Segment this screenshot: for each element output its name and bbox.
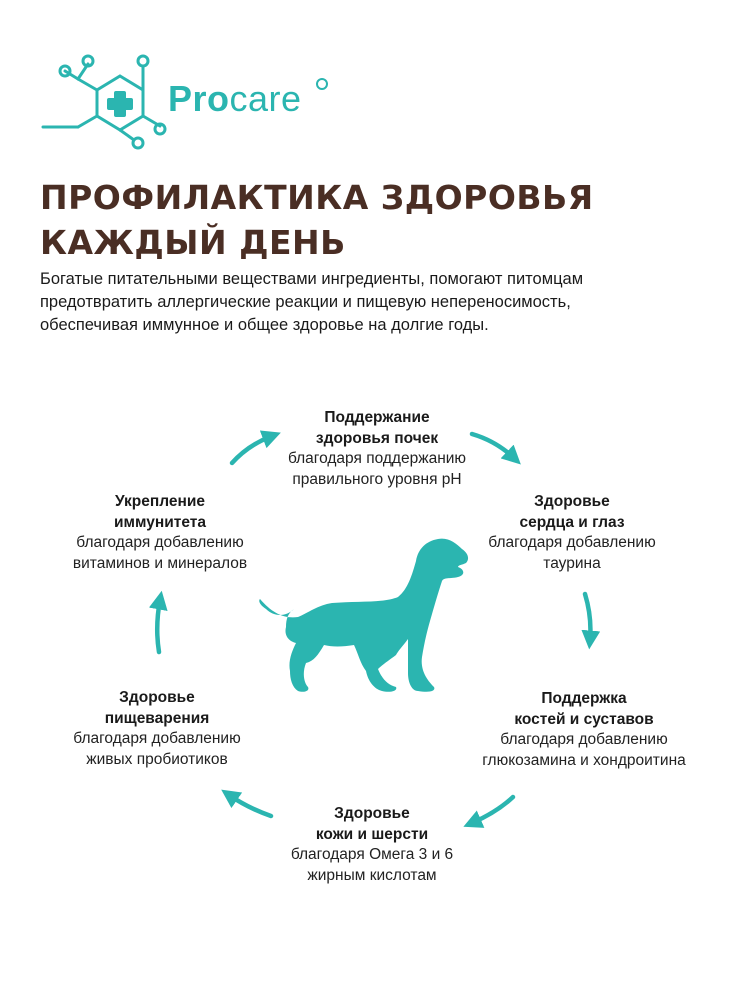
- page-title-line-2: КАЖДЫЙ ДЕНЬ: [40, 223, 346, 262]
- brand-name-bold: Pro: [168, 78, 230, 119]
- benefit-title: Здоровье: [334, 805, 410, 822]
- brand-name-regular: care: [229, 78, 302, 119]
- benefit-title: иммунитета: [114, 513, 206, 531]
- benefit-description: правильного уровня pH: [292, 470, 462, 488]
- dog-silhouette-icon: [258, 535, 473, 695]
- arrow-left: [157, 600, 160, 652]
- benefit-immunity: [48, 492, 272, 574]
- benefit-description: живых пробиотиков: [86, 750, 228, 768]
- arrow-right: [585, 594, 590, 640]
- benefit-title: Поддержание: [324, 409, 430, 426]
- benefit-heart-eyes: [460, 492, 684, 574]
- benefit-digestion: [45, 688, 269, 770]
- benefit-description: витаминов и минералов: [72, 554, 248, 572]
- benefit-title: костей и суставов: [514, 710, 654, 728]
- benefit-title: Укрепление: [114, 493, 206, 510]
- benefit-bones-joints: [452, 689, 716, 771]
- page-title-line-1: ПРОФИЛАКТИКА ЗДОРОВЬЯ: [40, 178, 594, 217]
- benefit-title: Здоровье: [119, 689, 195, 706]
- benefit-description: благодаря Омега 3 и 6: [290, 846, 454, 863]
- benefit-description: благодаря добавлению: [73, 730, 241, 747]
- intro-line-1: Богатые питательными веществами ингредиенты, помогают питомцам: [40, 270, 584, 288]
- benefit-title: Здоровье: [534, 493, 610, 510]
- intro-line-3: обеспечивая иммунное и общее здоровье на долгие годы.: [40, 316, 489, 334]
- benefit-kidney-health: [255, 408, 499, 490]
- benefit-description: таурина: [543, 554, 601, 572]
- benefit-title: пищеварения: [104, 709, 210, 727]
- benefit-description: жирным кислотам: [307, 866, 437, 884]
- benefit-description: благодаря поддержанию: [287, 450, 467, 467]
- benefit-description: благодаря добавлению: [76, 534, 244, 551]
- benefit-description: благодаря добавлению: [488, 534, 656, 551]
- intro-line-2: предотвратить аллергические реакции и пищевую непереносимость,: [40, 293, 571, 311]
- benefit-title: кожи и шерсти: [315, 825, 429, 843]
- benefit-title: здоровья почек: [315, 429, 439, 447]
- benefit-title: Поддержка: [541, 690, 627, 707]
- benefit-skin-coat: [257, 804, 487, 886]
- benefit-description: глюкозамина и хондроитина: [482, 751, 686, 769]
- benefit-title: сердца и глаз: [519, 513, 625, 531]
- benefit-description: благодаря добавлению: [500, 731, 668, 748]
